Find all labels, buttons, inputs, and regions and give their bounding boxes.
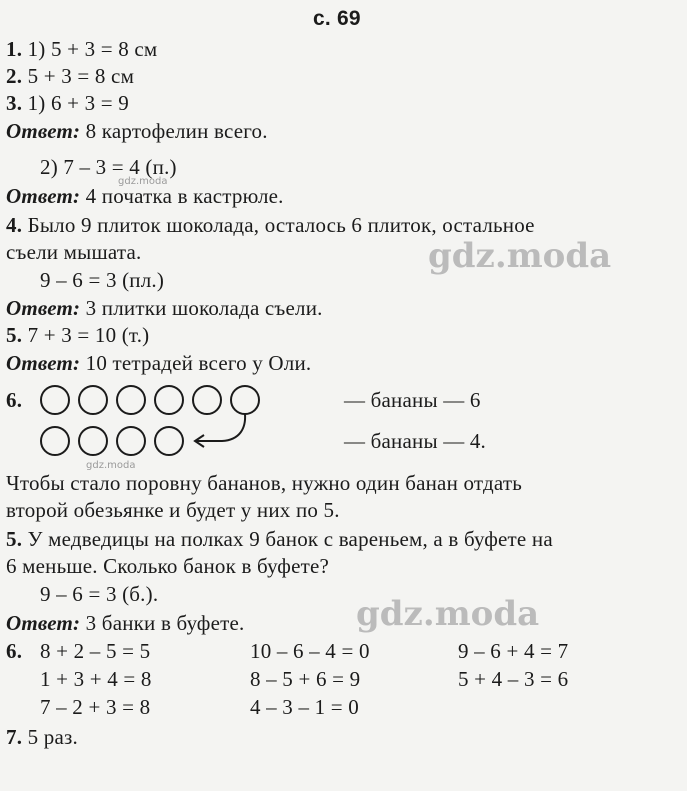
line-task-7: 7. 5 раз. <box>6 725 78 749</box>
equation: 10 – 6 – 4 = 0 <box>250 639 370 663</box>
watermark-small: gdz.moda <box>86 460 136 471</box>
line-task-4-solution: 9 – 6 = 3 (пл.) <box>40 268 165 292</box>
move-arrow-icon <box>186 410 256 450</box>
banana-circle <box>40 426 70 456</box>
watermark-small: gdz.moda <box>118 176 168 187</box>
equation: 8 – 5 + 6 = 9 <box>250 667 361 691</box>
line-task-4-cont: съели мышата. <box>6 240 142 264</box>
line-task-6b-number: 6. <box>6 639 23 663</box>
answer-line: Ответ: 3 плитки шоколада съели. <box>6 296 323 320</box>
banana-circle <box>116 426 146 456</box>
answer-line: Ответ: 4 початка в кастрюле. <box>6 184 284 208</box>
equation: 8 + 2 – 5 = 5 <box>40 639 151 663</box>
page-number: с. 69 <box>313 7 361 30</box>
watermark-logo: gdz.moda <box>356 594 540 634</box>
answer-line: Ответ: 8 картофелин всего. <box>6 119 268 143</box>
line-task-5b-cont: 6 меньше. Сколько банок в буфете? <box>6 554 330 578</box>
equation: 5 + 4 – 3 = 6 <box>458 667 569 691</box>
banana-row-2-label: — бананы — 4. <box>344 429 487 453</box>
line-task-1: 1. 1) 5 + 3 = 8 см <box>6 37 158 61</box>
banana-circle <box>154 426 184 456</box>
banana-circle <box>78 426 108 456</box>
line-task-3-part-2: 2) 7 – 3 = 4 (п.) <box>40 155 177 179</box>
answer-line: Ответ: 3 банки в буфете. <box>6 611 245 635</box>
equation: 1 + 3 + 4 = 8 <box>40 667 152 691</box>
equation: 7 – 2 + 3 = 8 <box>40 695 151 719</box>
equation: 4 – 3 – 1 = 0 <box>250 695 359 719</box>
line-task-3: 3. 1) 6 + 3 = 9 <box>6 91 129 115</box>
banana-circle <box>154 385 184 415</box>
answer-line: Ответ: 10 тетрадей всего у Оли. <box>6 351 312 375</box>
line-task-4: 4. Было 9 плиток шоколада, осталось 6 плиток, остальное <box>6 213 535 237</box>
line-task-5: 5. 7 + 3 = 10 (т.) <box>6 323 150 347</box>
banana-row-1-label: — бананы — 6 <box>344 388 481 412</box>
banana-circle <box>40 385 70 415</box>
line-task-5b-solution: 9 – 6 = 3 (б.). <box>40 582 159 606</box>
equation: 9 – 6 + 4 = 7 <box>458 639 569 663</box>
line-task-5b: 5. У медведицы на полках 9 банок с вареньем, а в буфете на <box>6 527 553 551</box>
banana-circle <box>116 385 146 415</box>
line-task-6-explanation: Чтобы стало поровну бананов, нужно один банан отдать <box>6 471 522 495</box>
watermark-logo: gdz.moda <box>428 236 612 276</box>
line-task-2: 2. 5 + 3 = 8 см <box>6 64 135 88</box>
line-task-6-number: 6. <box>6 388 23 412</box>
line-task-6-explanation-cont: второй обезьянке и будет у них по 5. <box>6 498 340 522</box>
banana-circle <box>78 385 108 415</box>
